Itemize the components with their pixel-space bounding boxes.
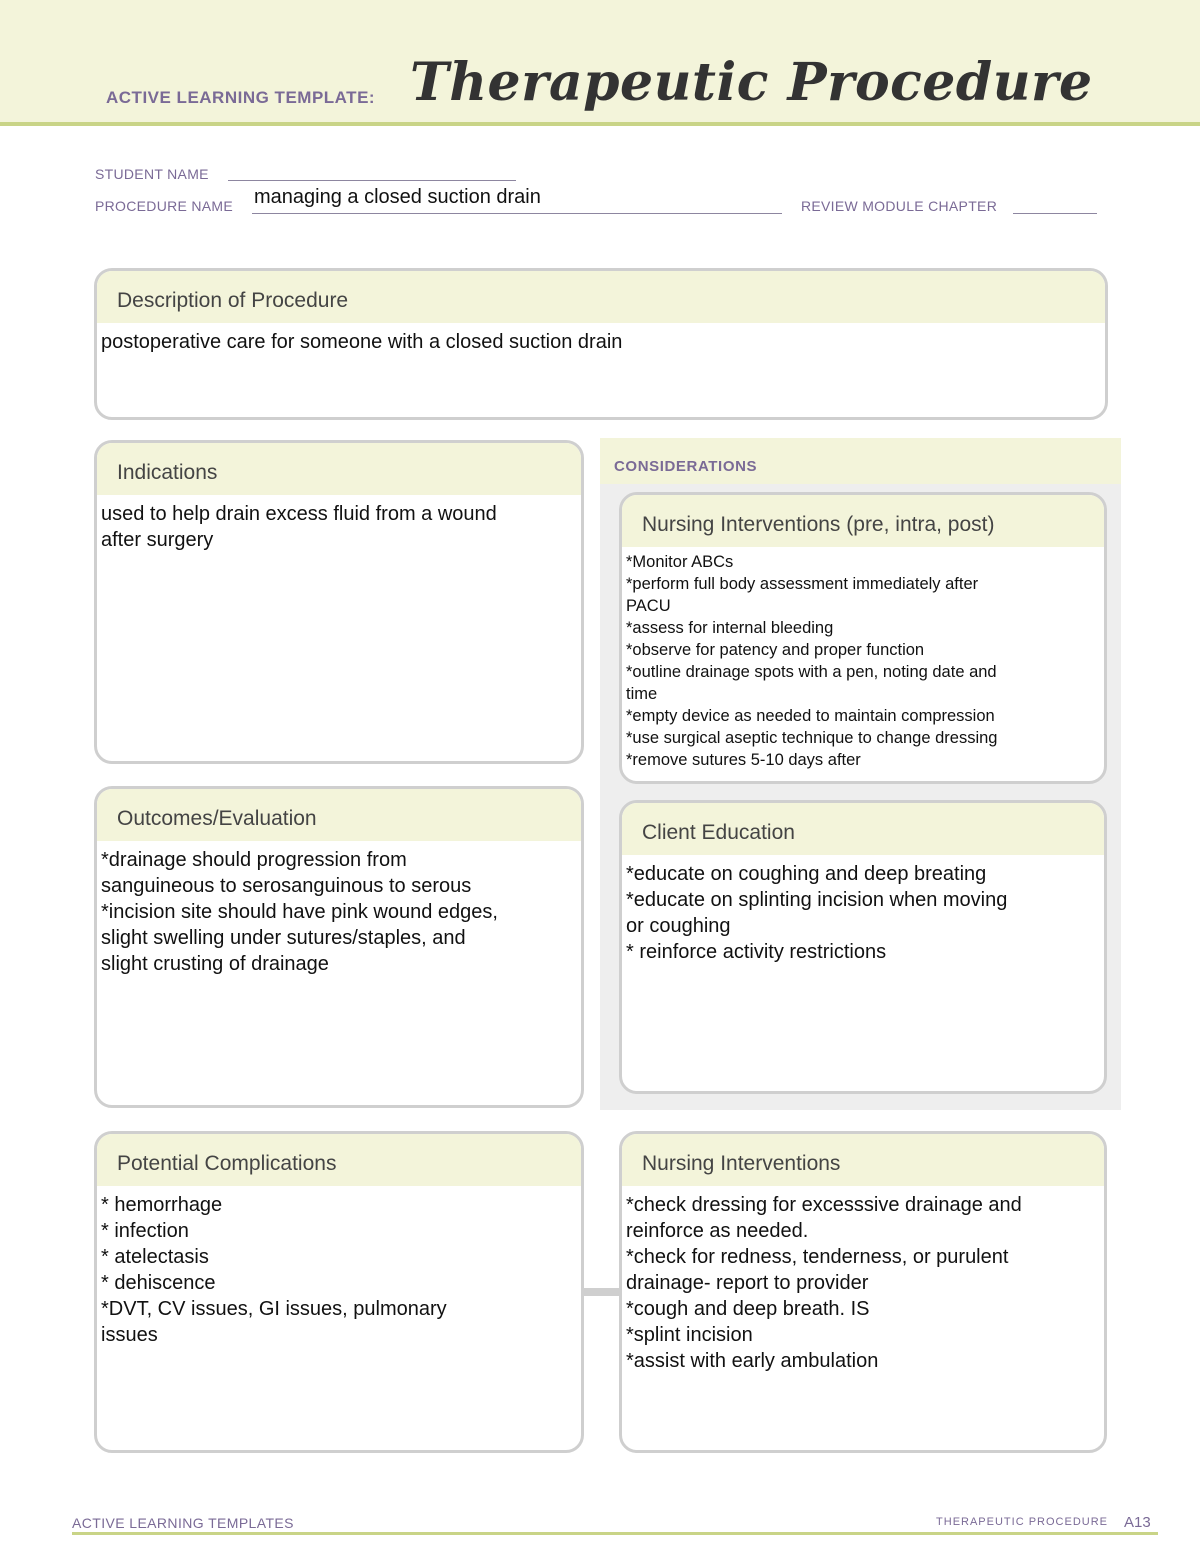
client-education-heading: Client Education — [622, 803, 1104, 855]
complications-text[interactable]: * hemorrhage * infection * atelectasis * dehiscence *DVT, CV issues, GI issues, pulmonary issues — [101, 1194, 447, 1346]
nursing-pre-heading: Nursing Interventions (pre, intra, post) — [622, 495, 1104, 547]
client-education-text[interactable]: *educate on coughing and deep breating *educate on splinting incision when moving or coughing * reinforce activity restrictions — [626, 863, 1008, 963]
box-connector — [582, 1288, 622, 1296]
description-text[interactable]: postoperative care for someone with a closed suction drain — [101, 331, 623, 353]
footer-right: THERAPEUTIC PROCEDURE — [936, 1516, 1108, 1528]
description-heading: Description of Procedure — [97, 271, 1105, 323]
header-rule — [0, 122, 1200, 126]
footer-rule — [72, 1532, 1158, 1535]
considerations-heading: CONSIDERATIONS — [614, 458, 758, 475]
indications-heading: Indications — [97, 443, 581, 495]
complications-heading: Potential Complications — [97, 1134, 581, 1186]
nursing-interventions-heading: Nursing Interventions — [622, 1134, 1104, 1186]
outcomes-text[interactable]: *drainage should progression from sanguineous to serosanguinous to serous *incision site should have pink wound edges, slight swelling under sutures/staples, and slight crusting of drainage — [101, 849, 498, 975]
procedure-name-value: managing a closed suction drain — [254, 186, 541, 208]
outcomes-box — [94, 786, 584, 1108]
template-label: ACTIVE LEARNING TEMPLATE: — [106, 88, 376, 107]
footer-page-number: A13 — [1124, 1514, 1151, 1531]
indications-text[interactable]: used to help drain excess fluid from a wound after surgery — [101, 503, 497, 551]
student-name-label: STUDENT NAME — [95, 166, 209, 182]
outcomes-heading: Outcomes/Evaluation — [97, 789, 581, 841]
description-box — [94, 268, 1108, 420]
procedure-name-field[interactable] — [252, 213, 782, 214]
client-education-box — [619, 800, 1107, 1094]
procedure-name-label: PROCEDURE NAME — [95, 198, 233, 214]
review-module-label: REVIEW MODULE CHAPTER — [801, 198, 998, 214]
indications-box — [94, 440, 584, 764]
nursing-interventions-text[interactable]: *check dressing for excesssive drainage and reinforce as needed. *check for redness, tenderness, or purulent drainage- report to provider *cough and deep breath. IS *splint incision *assist with early ambulation — [626, 1194, 1022, 1372]
nursing-pre-text[interactable]: *Monitor ABCs *perform full body assessment immediately after PACU *assess for internal bleeding *observe for patency and proper function *outline drainage spots with a pen, noting date and time *empty device as needed to maintain compression *use surgical aseptic technique to change dressing *remove sutures 5-10 days after — [626, 553, 998, 769]
page-title: Therapeutic Procedure — [410, 52, 1093, 113]
review-module-field[interactable] — [1013, 213, 1097, 214]
nursing-interventions-box — [619, 1131, 1107, 1453]
complications-box — [94, 1131, 584, 1453]
nursing-pre-box — [619, 492, 1107, 784]
student-name-field[interactable] — [228, 180, 516, 181]
footer-left: ACTIVE LEARNING TEMPLATES — [72, 1515, 294, 1531]
